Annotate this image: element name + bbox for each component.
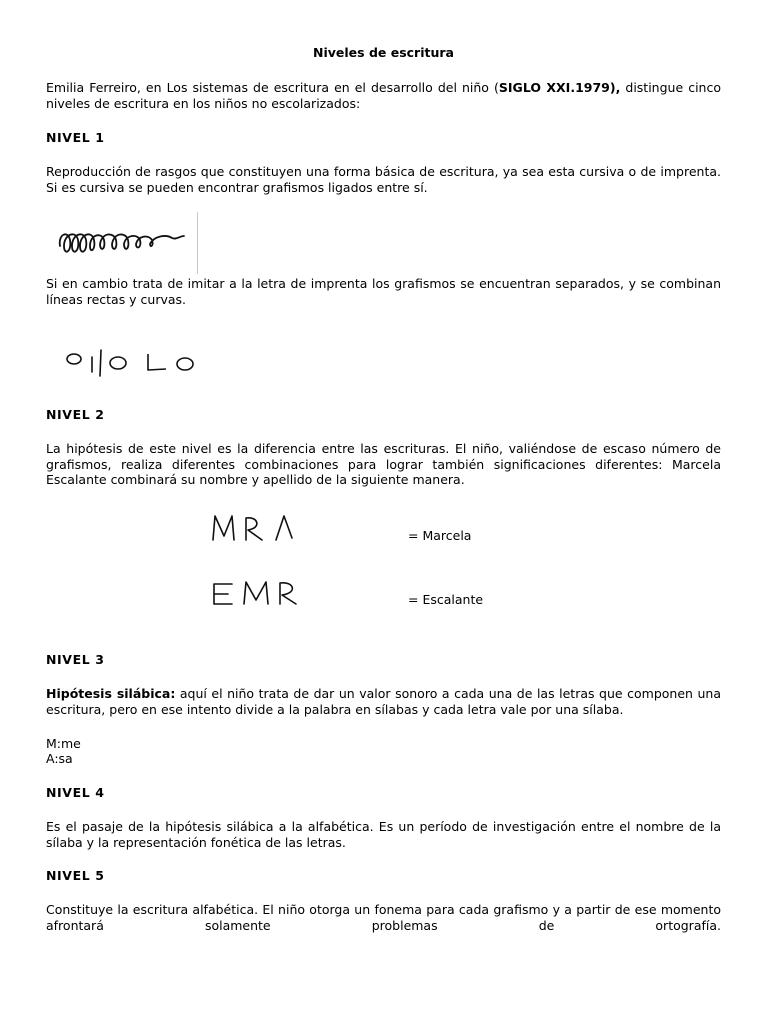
document-title: Niveles de escritura xyxy=(313,45,454,60)
nivel3-paragraph xyxy=(46,686,721,717)
nivel3-text: aquí el niño trata de dar un valor sonoro a cada una de las letras que componen una escritura, pero en ese intento divide a la palabra en sílabas y cada letra vale por una sílaba. xyxy=(46,686,721,717)
nivel4-paragraph: Es el pasaje de la hipótesis silábica a la alfabética. Es un período de investigación entre el nombre de la sílaba y la representación fonética de las letras. xyxy=(46,819,721,850)
example1-equivalence: = Marcela xyxy=(408,528,472,543)
nivel5-heading: NIVEL 5 xyxy=(46,868,105,883)
example2-equivalence: = Escalante xyxy=(408,592,484,607)
nivel5-paragraph: Constituye la escritura alfabética. El niño otorga un fonema para cada grafismo y a partir de ese momento afrontará solamente problemas de ortografía. xyxy=(46,902,721,933)
cursive-scribble-image xyxy=(56,222,191,262)
nivel2-heading: NIVEL 2 xyxy=(46,407,105,422)
intro-paragraph xyxy=(46,80,721,111)
nivel3-term: Hipótesis silábica: xyxy=(46,686,176,701)
image-border-line xyxy=(197,212,198,274)
nivel1-paragraph-1: Reproducción de rasgos que constituyen una forma básica de escritura, ya sea esta cursiva o de imprenta. Si es cursiva se pueden encontrar grafismos ligados entre sí. xyxy=(46,164,721,195)
handwritten-mra-image xyxy=(210,512,310,546)
intro-text-post: distingue cinco niveles de escritura en los niños no escolarizados: xyxy=(46,80,721,111)
nivel1-heading: NIVEL 1 xyxy=(46,130,105,145)
nivel3-example-2: A:sa xyxy=(46,751,73,766)
intro-text-pre: Emilia Ferreiro, en Los sistemas de escritura en el desarrollo del niño ( xyxy=(46,80,499,95)
nivel3-heading: NIVEL 3 xyxy=(46,652,105,667)
print-letters-image xyxy=(58,346,218,378)
handwritten-emr-image xyxy=(210,578,320,612)
nivel1-paragraph-2: Si en cambio trata de imitar a la letra de imprenta los grafismos se encuentran separados, y se combinan líneas rectas y curvas. xyxy=(46,276,721,307)
nivel3-example-1: M:me xyxy=(46,736,81,751)
nivel4-heading: NIVEL 4 xyxy=(46,785,105,800)
nivel2-paragraph: La hipótesis de este nivel es la diferencia entre las escrituras. El niño, valiéndose de escaso número de grafismos, realiza diferentes combinaciones para lograr también significaciones diferentes: Marcela Escalante combinará su nombre y apellido de la siguiente manera. xyxy=(46,441,721,487)
intro-citation: SIGLO XXI.1979), xyxy=(498,80,621,95)
